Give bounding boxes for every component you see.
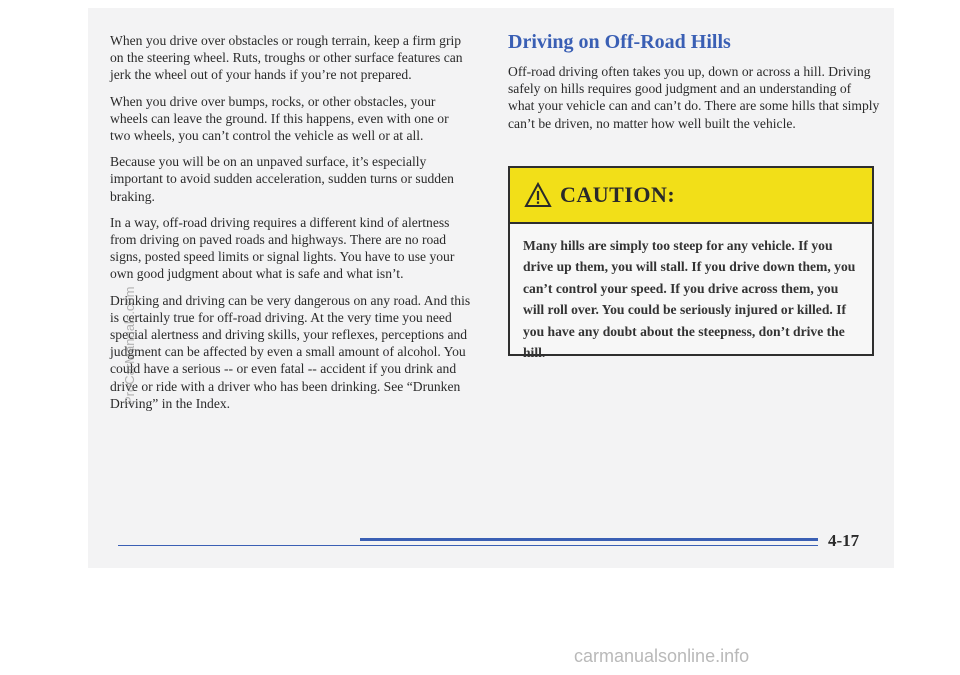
caution-box [508,166,874,361]
section-heading: Driving on Off-Road Hills [508,31,731,53]
footer-rule-thick [360,538,818,541]
paragraph-drinking: Drinking and driving can be very dangerous on any road. And this is certainly true for off-road driving. At the very time you need special alertness and driving skills, your reflexes, perceptions and judgment can be affected by even a small amount of alcohol. You could have a serious -- or even fatal -- accident if you drink and drive or ride with a driver who has been drinking. See “Drunken Driving” in the Index. [110,292,471,411]
section-intro: Off-road driving often takes you up, down or across a hill. Driving safely on hills requires good judgment and an understanding of what your vehicle can and can’t do. There are some hills that simply can’t be driven, no matter how well built the vehicle. [508,64,880,131]
paragraph-alertness: In a way, off-road driving requires a different kind of alertness from driving on paved roads and highways. There are no road signs, posted speed limits or signal lights. You have to use your own good judgment about what is safe and what isn’t. [110,214,455,282]
right-column [508,30,880,132]
footer-rule-thin [118,545,818,546]
caution-title: CAUTION: [560,182,676,207]
paragraph-unpaved: Because you will be on an unpaved surface, it’s especially important to avoid sudden acceleration, sudden turns or sudden braking. [110,154,454,204]
caution-header [510,168,872,224]
side-watermark: ProCarManuals.com [122,286,137,405]
paragraph-grip: When you drive over obstacles or rough terrain, keep a firm grip on the steering wheel. Ruts, troughs or other surface features can jerk the wheel out of your hands if you’re not prepared. [110,33,463,83]
footer-watermark: carmanualsonline.info [574,646,750,666]
paragraph-obstacles: When you drive over bumps, rocks, or other obstacles, your wheels can leave the ground. If this happens, even with one or two wheels, you can’t control the vehicle as well or at all. [110,93,449,144]
page-number: 4-17 [828,531,860,550]
warning-triangle-icon [524,182,552,208]
left-column [110,32,472,421]
caution-text: Many hills are simply too steep for any vehicle. If you drive up them, you will stall. If you drive down them, you can’t control your speed. If you drive across them, you will roll over. You could be seriously injured or killed. If you have any doubt about the steepness, don’t drive the hill. [523,238,856,361]
